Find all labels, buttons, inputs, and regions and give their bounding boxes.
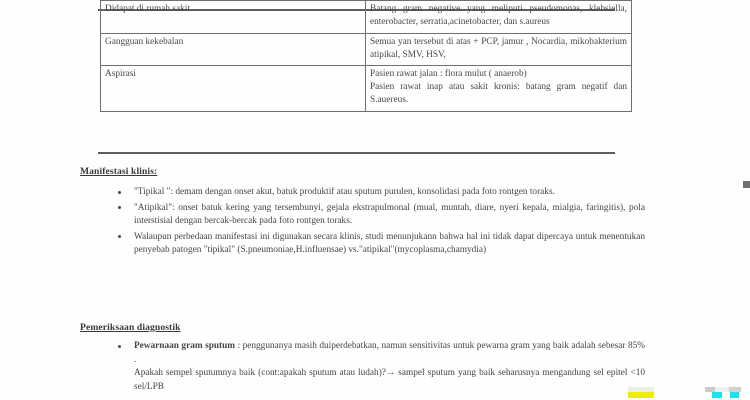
table-row [101,33,632,65]
scan-artifact-cyan-b [730,392,739,398]
list-item-text [134,340,645,367]
list-item-text: Walaupun perbedaan manifestasi ini digunakan secara klinis, studi menunjukann bahwa hal ini tidak dapat dipercaya untuk menentukan penyebab patogen "tipikal" (S.pneumoniae,H.influensae) vs."atipikal"(mycoplasma,chamydia) [134,231,645,256]
table-cell-pathogen [366,33,632,65]
table-cell-category-text: Aspirasi [105,68,136,79]
bullet-list-pemeriksaan-diagnostik [112,340,645,396]
bullet-list-manifestasi-klinis [112,186,645,260]
table-cell-category [101,1,366,33]
section-heading-pemeriksaan-diagnostik: Pemeriksaan diagnostik [80,322,181,333]
etiology-table [100,0,632,112]
section-heading-manifestasi-klinis: Manifestasi klinis: [80,166,158,177]
table-cell-pathogen-text: Batang gram negative yang meliputi pseudomonas, klebsiella, enterobacter, serratia,acinetobacter, dan s.aureus [370,4,627,28]
table-row [101,65,632,111]
table-cell-category [101,33,366,65]
list-item [112,231,645,258]
list-item-text: "Atipikal": onset batuk kering yang tersembunyi, gejala ekstrapulmonal (mual, muntah, diare, nyeri kepala, mialgia, faringitis), pola interstisial dengan bercak-bercak pada foto rontgen toraks. [134,202,645,227]
scan-artifact-corner [743,181,750,188]
bullet-dot-icon [118,345,121,348]
list-item-body-text: : penggunanya masih duiperdebatkan, namun sensitivitas untuk pewarna gram yang baik adalah sebesar 85% . [134,341,645,365]
list-item [112,186,645,200]
scan-artifact-yellow [628,392,654,398]
table-cell-category [101,65,366,111]
list-item-lead-label: Pewarnaan gram sputum [134,341,236,351]
bullet-dot-icon [118,206,121,209]
list-item [112,340,645,394]
list-item [112,202,645,229]
table-cell-pathogen-line-1: Pasien rawat jalan : flora mulut ( anaerob) [370,68,527,79]
bullet-dot-icon [118,235,121,238]
table-cell-pathogen [366,1,632,33]
table-row [101,1,632,33]
list-item-text: "Tipikal ": demam dengan onset akut, batuk produktif atau sputum purulen, konsolidasi pada foto rontgen toraks. [134,187,555,197]
table-bottom-rule [98,152,615,154]
table-cell-category-text: Didapat di rumah sakit [105,4,190,15]
table-cell-pathogen [366,65,632,111]
list-item-extra-text: Apakah sempel sputumnya baik (cont:apakah sputum atau ludah)?→ sampel sputum yang baik seharusnya mengandung sel epitel <10 sel/LPB [134,368,645,392]
table-cell-category-text: Gangguan kekebalan [105,36,184,47]
bullet-dot-icon [118,191,121,194]
scan-artifact-cyan-a [712,392,722,398]
table-cell-pathogen-line-2: Pasien rawat inap atau sakit kronis: batang gram negatif dan S.auereus. [370,82,627,106]
table-cell-pathogen-text: Semua yan tersebut di atas + PCP, jamur , Nocardia, mikobakterium atipikal, SMV, HSV, [370,36,627,60]
